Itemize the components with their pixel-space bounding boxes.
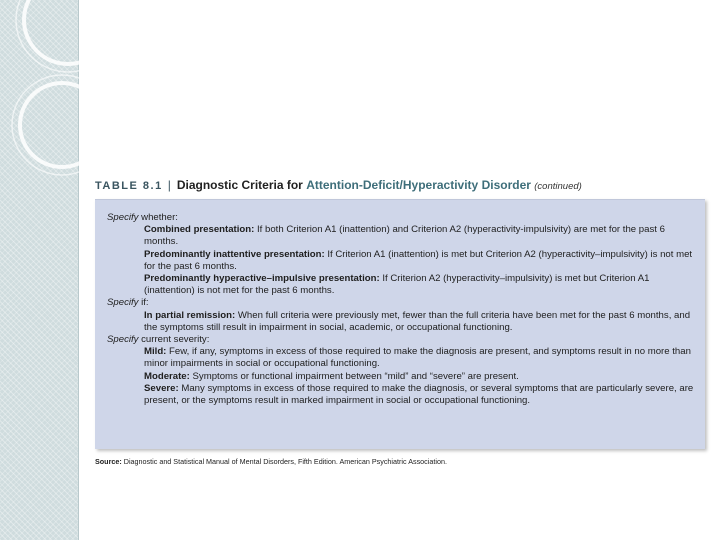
criteria-item: In partial remission: When full criteria were previously met, fewer than the full criteria have been met for the past 6 months, and the symptoms still result in impairment in social, academic, or occupational functioning. xyxy=(144,309,691,333)
criteria-item: Predominantly inattentive presentation: If Criterion A1 (inattention) is met but Criterion A2 (hyperactivity–impulsivity) is not met for the past 6 months. xyxy=(144,248,693,272)
criteria-item: Predominantly hyperactive–impulsive presentation: If Criterion A2 (hyperactivity–impulsivity) is met but Criterion A1 (inattention) is not met for the past 6 months. xyxy=(144,273,650,297)
title-prefix: Diagnostic Criteria for xyxy=(176,178,303,192)
criteria-item: Combined presentation: If both Criterion A1 (inattention) and Criterion A2 (hyperactivity-impulsivity) are met for the past 6 months. xyxy=(144,224,665,248)
specify-line: Specify if: xyxy=(107,297,149,309)
criteria-item: Severe: Many symptoms in excess of those required to make the diagnosis, or several symptoms that are particularly severe, are present, or the symptoms result in marked impairment in social or occupational functioning. xyxy=(144,382,694,407)
title-continued: (continued) xyxy=(534,181,582,192)
specify-line: Specify whether: xyxy=(107,212,178,223)
criteria-item: Moderate: Symptoms or functional impairment between “mild” and “severe” are present. xyxy=(144,370,519,382)
criteria-panel xyxy=(95,199,705,449)
criteria-item: Mild: Few, if any, symptoms in excess of those required to make the diagnosis are present, and symptoms result in no more than minor impairments in social or occupational functioning. xyxy=(144,346,691,370)
title-highlight: Attention-Deficit/Hyperactivity Disorder xyxy=(306,178,531,192)
specify-line: Specify current severity: xyxy=(107,334,210,346)
table-number: TABLE 8.1 xyxy=(95,180,163,192)
decorative-circles xyxy=(0,0,120,200)
table-title xyxy=(95,178,695,198)
title-separator: | xyxy=(167,178,171,192)
source-note: Source: Diagnostic and Statistical Manual of Mental Disorders, Fifth Edition. American Psychiatric Association. xyxy=(95,457,447,466)
